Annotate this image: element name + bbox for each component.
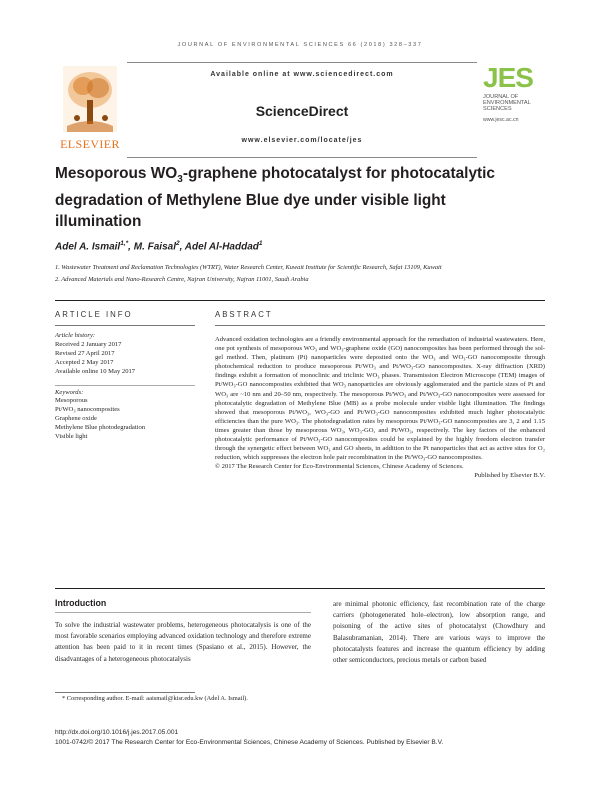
introduction-left-column: To solve the industrial wastewater problems, heterogeneous photocatalysis is one of the most favorable scenarios employing advanced oxidation technology and therefore extreme attention has been paid to it in recent times (Spasiano et al., 2015). However, the disadvantages of a heterogeneous photocatalysis	[55, 621, 311, 663]
author-1-affil: 1,	[120, 240, 126, 247]
divider	[55, 325, 195, 326]
elsevier-tree-icon	[63, 66, 117, 132]
history-label: Article history:	[55, 332, 96, 339]
history-online: Available online 10 May 2017	[55, 367, 136, 375]
keyword-item[interactable]: Mesoporous	[55, 397, 88, 405]
author-1[interactable]: Adel A. Ismail	[55, 241, 121, 253]
article-info-column	[55, 310, 195, 442]
author-3-affil: 1	[258, 240, 263, 247]
issn-line: 1001-0742/© 2017 The Research Center for Eco-Environmental Sciences, Chinese Academy of Sciences. Published by Elsevier B.V.	[55, 739, 444, 746]
title-part-2: -graphene photocatalyst for photocatalytic degradation of Methylene Blue dye under visible light illumination	[55, 165, 495, 231]
divider	[55, 692, 195, 693]
introduction-right-column: are minimal photonic efficiency, fast recombination rate of the charge carriers (photogenerated hole–electron), low absorption range, and poisoning of the active sites of photocatalyst (Chowdhury and Balasubramanian, 2014). There are various ways to improve the photocatalysts features and increase the quantum efficiency by adding other semiconductors, precious metals or carbon based	[333, 600, 545, 665]
sciencedirect-brand: ScienceDirect	[255, 103, 349, 119]
author-list	[55, 240, 263, 252]
author-2-affil: 2	[175, 240, 180, 247]
abstract-copyright: © 2017 The Research Center for Eco-Environmental Sciences, Chinese Academy of Sciences.	[215, 463, 464, 471]
journal-header: JOURNAL OF ENVIRONMENTAL SCIENCES 66 (2018) 328–337	[177, 42, 423, 48]
title-subscript: 3	[177, 174, 183, 186]
jes-subtitle: JOURNAL OF ENVIRONMENTAL SCIENCES	[483, 94, 531, 112]
divider	[55, 588, 545, 589]
divider	[55, 385, 195, 386]
introduction-heading: Introduction	[55, 598, 107, 608]
author-separator: ,	[179, 241, 185, 253]
author-3[interactable]: Adel Al-Haddad	[184, 241, 259, 253]
divider	[215, 325, 545, 326]
author-separator: ,	[128, 241, 134, 253]
title-part-1: Mesoporous WO	[55, 165, 178, 182]
affiliation-2: 2. Advanced Materials and Nano-Research Centre, Najran University, Najran 11001, Saudi Arabia	[55, 276, 309, 283]
corresponding-author-footnote: * Corresponding author. E-mail: aaismail@kisr.edu.kw (Adel A. Ismail).	[62, 695, 248, 702]
jes-logo: JES	[483, 62, 533, 93]
elsevier-wordmark: ELSEVIER	[60, 137, 120, 151]
keywords-label: Keywords:	[55, 388, 84, 396]
author-2[interactable]: M. Faisal	[133, 241, 176, 253]
divider	[55, 300, 545, 301]
jes-url-link[interactable]: www.jesc.ac.cn	[483, 117, 519, 123]
abstract-column	[215, 310, 545, 481]
journal-url-link[interactable]: www.elsevier.com/locate/jes	[241, 137, 363, 144]
keyword-item[interactable]: Visible light	[55, 433, 88, 441]
abstract-text: Advanced oxidation technologies are a friendly environmental approach for the remediation of industrial wastewaters. Here, one pot synthesis of mesoporous WO₃ and WO₃-graphene oxide (GO) nanocomposites has been performed through the sol-gel method. Then, platinum (Pt) nanoparticles were deposited onto the WO₃ and WO₃-GO nanocomposite through photochemical reduction to produce mesoporous Pt/WO₃ and Pt/WO₃-GO nanocomposites. X-ray diffraction (XRD) findings exhibit a formation of monoclinic and triclinic WO₃ phases. Transmission Electron Microscope (TEM) images of Pt/WO₃-GO nanocomposites exhibited that WO₃ nanoparticles are obviously agglomerated and the particle sizes of Pt and WO₃ are ~10 nm and 20–50 nm, respectively. The mesoporous Pt/WO₃ and Pt/WO₃-GO nanocomposites were assessed for photocatalytic degradation of Methylene Blue (MB) as a probe molecule under visible light illumination. The findings showed that mesoporous Pt/WO₃, WO₃-GO and Pt/WO₃-GO nanocomposites exhibited much higher photocatalytic efficiencies than the pure WO₃. The photodegradation rates by mesoporous Pt/WO₃-GO nanocomposites are 3, 2 and 1.15 times greater than those by mesoporous WO₃, WO₃-GO, and Pt/WO₃, respectively. The key factors of the enhanced photocatalytic performance of Pt/WO₃-GO nanocomposites could be explained by the highly freedom electron transfer through the synergetic effect between WO₃ and GO sheets, in addition to the Pt nanoparticles that act as active sites for O₂ reduction, which suppresses the electron hole pair recombination in the Pt/WO₃-GO nanocomposites.	[215, 336, 545, 462]
history-revised: Revised 27 April 2017	[55, 349, 115, 357]
divider	[55, 612, 311, 613]
abstract-publisher: Published by Elsevier B.V.	[474, 472, 545, 480]
history-block	[55, 332, 195, 377]
article-info-header: ARTICLE INFO	[55, 310, 133, 319]
keywords-block	[55, 389, 195, 442]
elsevier-logo	[55, 66, 125, 152]
masthead-center	[127, 62, 477, 158]
corresponding-author-mark[interactable]: *	[125, 240, 129, 247]
history-accepted: Accepted 2 May 2017	[55, 358, 114, 366]
affiliation-1: 1. Wastewater Treatment and Reclamation Technologies (WTRT), Water Research Center, Kuwait Institute for Scientific Research, Safat 13109, Kuwait	[55, 264, 442, 271]
keyword-item[interactable]: Graphene oxide	[55, 415, 97, 423]
doi-link[interactable]: http://dx.doi.org/10.1016/j.jes.2017.05.001	[55, 729, 179, 736]
keyword-item[interactable]: Pt/WO₃ nanocomposites	[55, 406, 120, 414]
history-received: Received 2 January 2017	[55, 340, 122, 348]
available-online-text: Available online at www.sciencedirect.com	[210, 71, 394, 78]
jes-logo-block	[483, 64, 553, 156]
abstract-header: ABSTRACT	[215, 310, 273, 319]
keyword-item[interactable]: Methylene Blue photodegradation	[55, 424, 146, 432]
article-title	[55, 163, 535, 232]
masthead	[55, 62, 545, 162]
